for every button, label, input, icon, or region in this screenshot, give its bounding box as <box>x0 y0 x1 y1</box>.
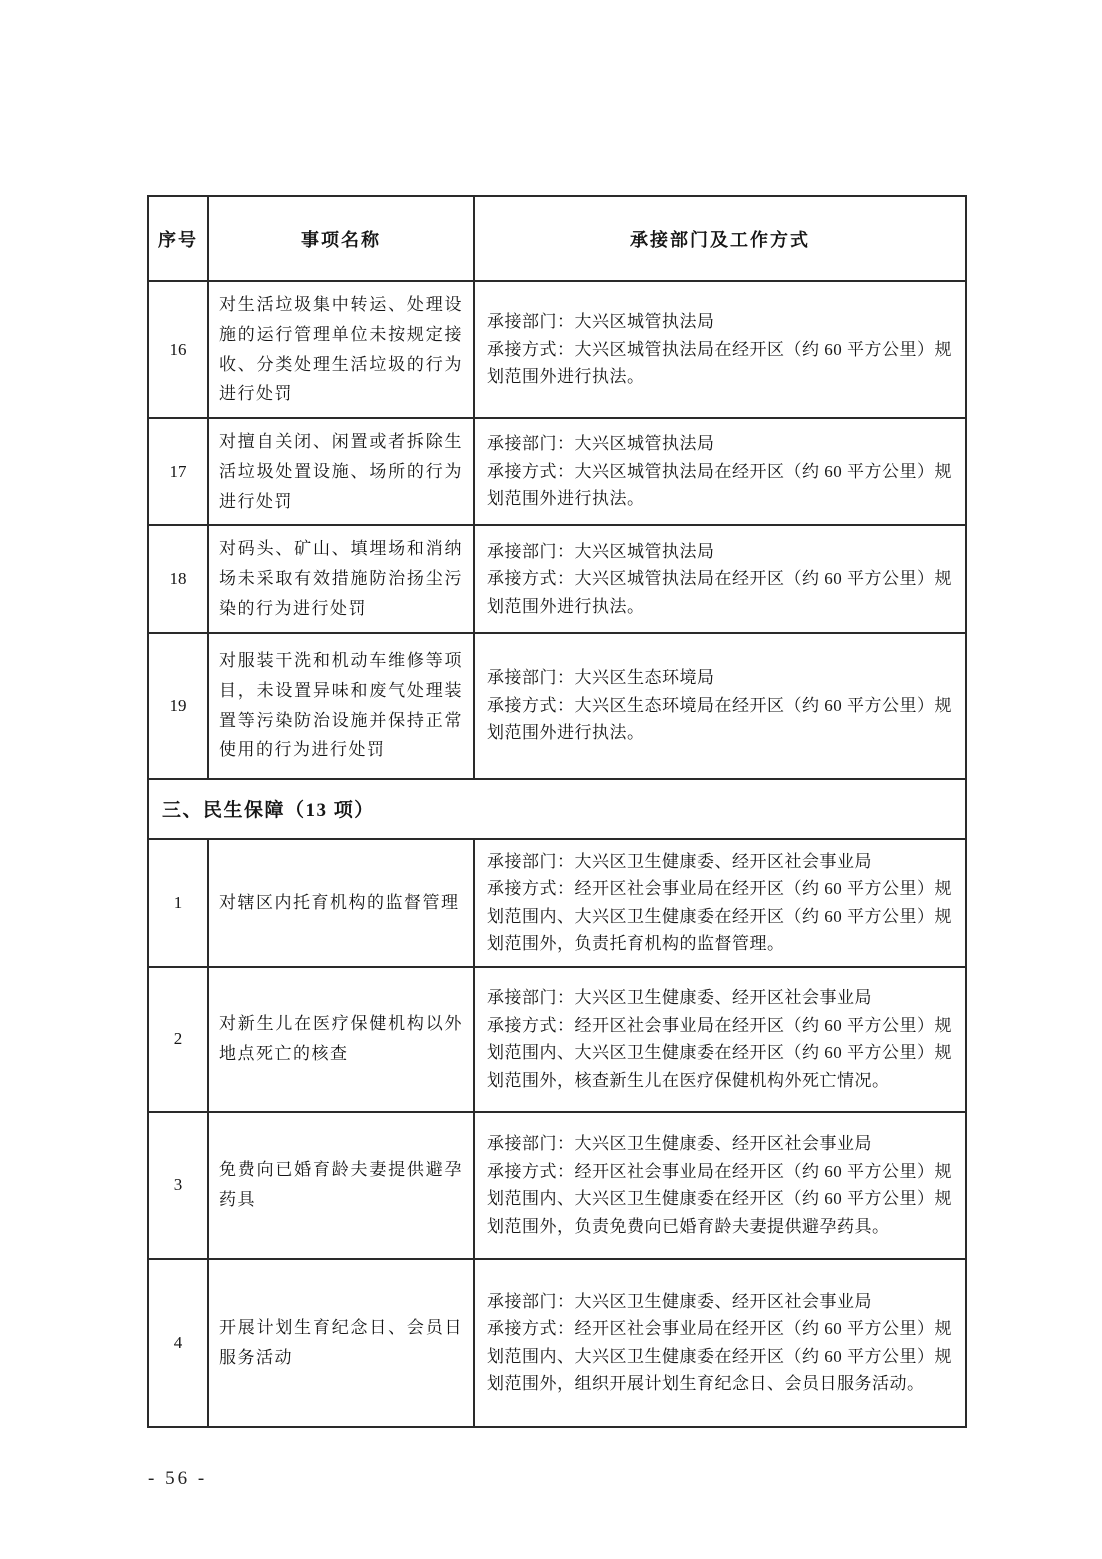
method-line: 承接方式：经开区社会事业局在经开区（约 60 平方公里）规划范围内、大兴区卫生健康委在经开区（约 60 平方公里）规划范围外，负责托育机构的监督管理。 <box>487 879 952 954</box>
row-number-cell: 2 <box>148 967 208 1112</box>
items-table <box>147 195 967 1428</box>
detail-cell <box>474 1112 966 1259</box>
row-number-cell: 18 <box>148 525 208 632</box>
method-line: 承接方式：大兴区城管执法局在经开区（约 60 平方公里）规划范围外进行执法。 <box>487 569 952 616</box>
dept-line: 承接部门：大兴区卫生健康委、经开区社会事业局 <box>487 1291 872 1311</box>
table-row <box>148 633 966 779</box>
detail-cell <box>474 1259 966 1427</box>
item-name-cell: 开展计划生育纪念日、会员日服务活动 <box>208 1259 474 1427</box>
dept-line: 承接部门：大兴区卫生健康委、经开区社会事业局 <box>487 988 872 1008</box>
row-number-cell: 4 <box>148 1259 208 1427</box>
header-item-name: 事项名称 <box>208 196 474 281</box>
detail-cell <box>474 281 966 418</box>
table-row <box>148 1112 966 1259</box>
item-name-cell: 对擅自关闭、闲置或者拆除生活垃圾处置设施、场所的行为进行处罚 <box>208 418 474 525</box>
row-number-cell: 3 <box>148 1112 208 1259</box>
row-number-cell: 16 <box>148 281 208 418</box>
table-row <box>148 281 966 418</box>
dept-line: 承接部门：大兴区城管执法局 <box>487 312 715 332</box>
detail-cell <box>474 839 966 967</box>
table-row <box>148 1259 966 1427</box>
dept-line: 承接部门：大兴区生态环境局 <box>487 668 715 688</box>
item-name-cell: 对新生儿在医疗保健机构以外地点死亡的核查 <box>208 967 474 1112</box>
item-name-cell: 对服装干洗和机动车维修等项目，未设置异味和废气处理装置等污染防治设施并保持正常使用的行为进行处罚 <box>208 633 474 779</box>
detail-cell <box>474 418 966 525</box>
table-row <box>148 967 966 1112</box>
detail-cell <box>474 967 966 1112</box>
table-row <box>148 418 966 525</box>
detail-cell <box>474 525 966 632</box>
section-header-row <box>148 779 966 839</box>
dept-line: 承接部门：大兴区卫生健康委、经开区社会事业局 <box>487 1134 872 1154</box>
table-row <box>148 525 966 632</box>
method-line: 承接方式：经开区社会事业局在经开区（约 60 平方公里）规划范围内、大兴区卫生健康委在经开区（约 60 平方公里）规划范围外，组织开展计划生育纪念日、会员日服务活动。 <box>487 1319 952 1394</box>
dept-line: 承接部门：大兴区城管执法局 <box>487 434 715 454</box>
method-line: 承接方式：经开区社会事业局在经开区（约 60 平方公里）规划范围内、大兴区卫生健康委在经开区（约 60 平方公里）规划范围外，负责免费向已婚育龄夫妻提供避孕药具。 <box>487 1161 952 1236</box>
row-number-cell: 17 <box>148 418 208 525</box>
method-line: 承接方式：经开区社会事业局在经开区（约 60 平方公里）规划范围内、大兴区卫生健康委在经开区（约 60 平方公里）规划范围外，核查新生儿在医疗保健机构外死亡情况。 <box>487 1015 952 1090</box>
detail-cell <box>474 633 966 779</box>
row-number-cell: 19 <box>148 633 208 779</box>
table-row <box>148 839 966 967</box>
item-name-cell: 免费向已婚育龄夫妻提供避孕药具 <box>208 1112 474 1259</box>
dept-line: 承接部门：大兴区卫生健康委、经开区社会事业局 <box>487 851 872 871</box>
header-department-method: 承接部门及工作方式 <box>474 196 966 281</box>
item-name-cell: 对辖区内托育机构的监督管理 <box>208 839 474 967</box>
page-number: - 56 - <box>148 1468 208 1489</box>
section-title: 三、民生保障（13 项） <box>148 779 966 839</box>
row-number-cell: 1 <box>148 839 208 967</box>
method-line: 承接方式：大兴区城管执法局在经开区（约 60 平方公里）规划范围外进行执法。 <box>487 339 952 387</box>
table-header-row <box>148 196 966 281</box>
header-serial-number: 序号 <box>148 196 208 281</box>
item-name-cell: 对生活垃圾集中转运、处理设施的运行管理单位未按规定接收、分类处理生活垃圾的行为进行处罚 <box>208 281 474 418</box>
item-name-cell: 对码头、矿山、填埋场和消纳场未采取有效措施防治扬尘污染的行为进行处罚 <box>208 525 474 632</box>
method-line: 承接方式：大兴区城管执法局在经开区（约 60 平方公里）规划范围外进行执法。 <box>487 461 952 509</box>
dept-line: 承接部门：大兴区城管执法局 <box>487 541 715 561</box>
method-line: 承接方式：大兴区生态环境局在经开区（约 60 平方公里）规划范围外进行执法。 <box>487 695 952 743</box>
